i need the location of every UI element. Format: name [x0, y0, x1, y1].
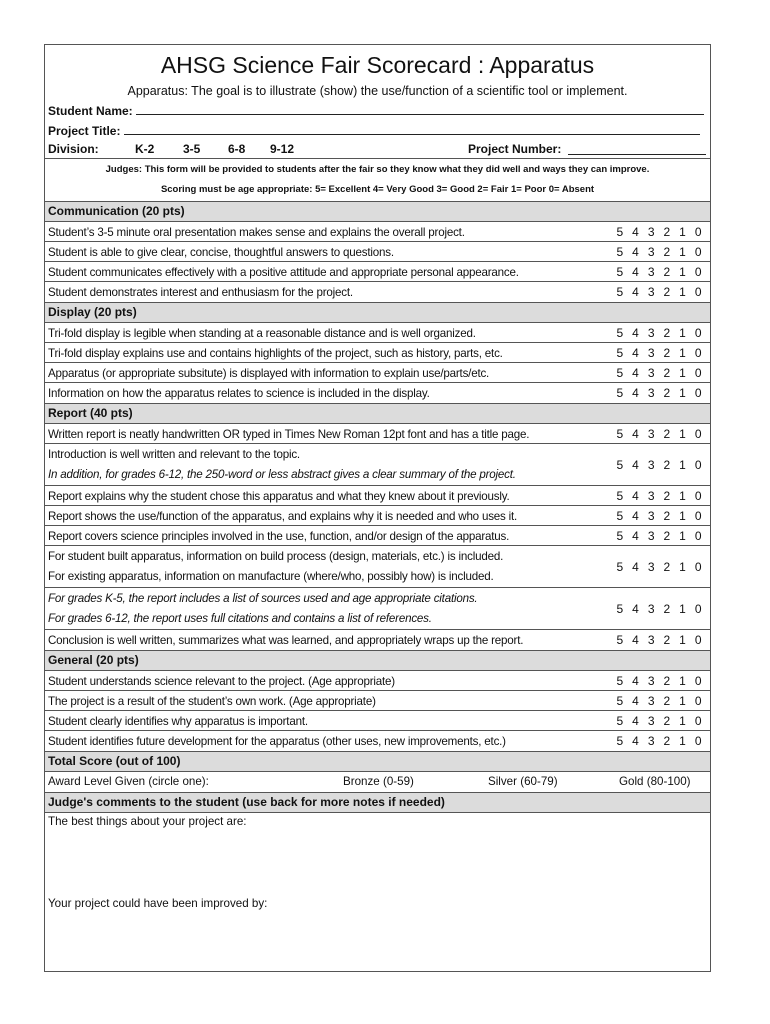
- project-number-line[interactable]: [568, 142, 706, 155]
- criterion-row: [45, 505, 710, 525]
- score-options[interactable]: 5 4 3 2 1 0: [616, 224, 702, 239]
- division-3-5[interactable]: 3-5: [183, 142, 201, 156]
- criterion-text: Report explains why the student chose this apparatus and what they knew about it previously.: [48, 490, 510, 503]
- score-options[interactable]: 5 4 3 2 1 0: [616, 673, 702, 688]
- criterion-text: Student understands science relevant to the project. (Age appropriate): [48, 675, 395, 688]
- criterion-text: Apparatus (or appropriate subsitute) is displayed with information to explain use/parts/etc.: [48, 367, 490, 380]
- score-options[interactable]: 5 4 3 2 1 0: [616, 426, 702, 441]
- award-silver[interactable]: Silver (60-79): [488, 775, 558, 788]
- score-options[interactable]: 5 4 3 2 1 0: [616, 693, 702, 708]
- score-options[interactable]: 5 4 3 2 1 0: [616, 244, 702, 259]
- criterion-text: Student identifies future development for the apparatus (other uses, new improvements, etc.): [48, 735, 506, 748]
- criterion-text: Introduction is well written and relevant to the topic. In addition, for grades 6-12, the 250-word or less abstract gives a clear summary of the project.: [48, 448, 516, 481]
- criterion-row: [45, 423, 710, 443]
- division-row: [48, 142, 708, 158]
- section-total: Total Score (out of 100): [45, 751, 710, 771]
- criterion-text: Report shows the use/function of the apparatus, and explains why it is needed and who uses it.: [48, 510, 518, 523]
- criterion-row: [45, 382, 710, 402]
- criterion-text: The project is a result of the student’s own work. (Age appropriate): [48, 695, 376, 708]
- division-k2[interactable]: K-2: [135, 142, 155, 156]
- project-title-field[interactable]: [48, 122, 708, 139]
- score-options[interactable]: 5 4 3 2 1 0: [616, 457, 702, 472]
- award-gold[interactable]: Gold (80-100): [619, 775, 691, 788]
- score-options[interactable]: 5 4 3 2 1 0: [616, 264, 702, 279]
- score-options[interactable]: 5 4 3 2 1 0: [616, 365, 702, 380]
- criterion-row: [45, 525, 710, 545]
- scoring-note: Scoring must be age appropriate: 5= Excellent 4= Very Good 3= Good 2= Fair 1= Poor 0= Absent: [160, 184, 595, 195]
- divider: [45, 158, 710, 159]
- criterion-row: [45, 670, 710, 690]
- student-name-line[interactable]: [136, 102, 704, 115]
- criterion-text: Student clearly identifies why apparatus is important.: [48, 715, 308, 728]
- division-9-12[interactable]: 9-12: [270, 142, 295, 156]
- criterion-text: Information on how the apparatus relates to science is included in the display.: [48, 387, 430, 400]
- criterion-row: [45, 443, 710, 485]
- page-subtitle: Apparatus: The goal is to illustrate (show) the use/function of a scientific tool or implement.: [127, 84, 628, 98]
- criterion-row: [45, 261, 710, 281]
- criterion-text: Conclusion is well written, summarizes what was learned, and appropriately wraps up the report.: [48, 634, 524, 647]
- criterion-row: [45, 485, 710, 505]
- criterion-row: [45, 281, 710, 301]
- award-bronze[interactable]: Bronze (0-59): [343, 775, 414, 788]
- score-options[interactable]: 5 4 3 2 1 0: [616, 284, 702, 299]
- section-display: Display (20 pts): [45, 302, 710, 322]
- division-6-8[interactable]: 6-8: [228, 142, 246, 156]
- criterion-text: Tri-fold display is legible when standing at a reasonable distance and is well organized.: [48, 327, 476, 340]
- score-options[interactable]: 5 4 3 2 1 0: [616, 508, 702, 523]
- criterion-row: [45, 322, 710, 342]
- criterion-row: [45, 241, 710, 261]
- criterion-text: Report covers science principles involved in the use, function, and/or design of the apparatus.: [48, 530, 510, 543]
- criterion-text: Student’s 3-5 minute oral presentation makes sense and explains the overall project.: [48, 226, 465, 239]
- score-options[interactable]: 5 4 3 2 1 0: [616, 345, 702, 360]
- score-options[interactable]: 5 4 3 2 1 0: [616, 325, 702, 340]
- criterion-row: [45, 710, 710, 730]
- criterion-text: For grades K-5, the report includes a list of sources used and age appropriate citations. For grades 6-12, the report uses full citations and contains a list of references.: [48, 592, 478, 625]
- criterion-text: Student is able to give clear, concise, thoughtful answers to questions.: [48, 246, 394, 259]
- score-options[interactable]: 5 4 3 2 1 0: [616, 488, 702, 503]
- criterion-row: [45, 587, 710, 629]
- student-name-label: Student Name:: [48, 104, 133, 118]
- student-name-field[interactable]: [48, 102, 708, 119]
- criterion-row: [45, 221, 710, 241]
- criterion-text: Written report is neatly handwritten OR typed in Times New Roman 12pt font and has a title page.: [48, 428, 530, 441]
- criterion-row: [45, 690, 710, 710]
- award-row: [45, 771, 710, 792]
- project-title-label: Project Title:: [48, 124, 121, 138]
- criterion-text: Tri-fold display explains use and contains highlights of the project, such as history, parts, etc.: [48, 347, 503, 360]
- criterion-row: [45, 342, 710, 362]
- criterion-text: Student demonstrates interest and enthusiasm for the project.: [48, 286, 353, 299]
- criterion-row: [45, 629, 710, 649]
- score-options[interactable]: 5 4 3 2 1 0: [616, 385, 702, 400]
- criterion-text: For student built apparatus, information on build process (design, materials, etc.) is included. For existing apparatus, information on manufacture (where/who, possibly how) is included.: [48, 550, 504, 583]
- score-options[interactable]: 5 4 3 2 1 0: [616, 601, 702, 616]
- criterion-row: [45, 730, 710, 750]
- score-options[interactable]: 5 4 3 2 1 0: [616, 528, 702, 543]
- section-general: General (20 pts): [45, 650, 710, 670]
- project-number-label: Project Number:: [468, 142, 562, 156]
- criterion-row: [45, 545, 710, 587]
- page-title: AHSG Science Fair Scorecard : Apparatus: [160, 52, 595, 78]
- award-label: Award Level Given (circle one):: [48, 775, 209, 788]
- criterion-row: [45, 362, 710, 382]
- division-label: Division:: [48, 142, 99, 156]
- judges-note: Judges: This form will be provided to students after the fair so they know what they did well and ways they can improve.: [105, 164, 650, 175]
- section-comments: Judge's comments to the student (use back for more notes if needed): [45, 792, 710, 812]
- best-things-label: The best things about your project are:: [48, 815, 247, 828]
- score-options[interactable]: 5 4 3 2 1 0: [616, 632, 702, 647]
- scorecard-sheet: [44, 44, 711, 972]
- section-communication: Communication (20 pts): [45, 201, 710, 221]
- score-options[interactable]: 5 4 3 2 1 0: [616, 733, 702, 748]
- improved-by-label: Your project could have been improved by:: [48, 897, 268, 910]
- criterion-text: Student communicates effectively with a positive attitude and appropriate personal appearance.: [48, 266, 519, 279]
- score-options[interactable]: 5 4 3 2 1 0: [616, 559, 702, 574]
- section-report: Report (40 pts): [45, 403, 710, 423]
- project-title-line[interactable]: [124, 122, 700, 135]
- score-options[interactable]: 5 4 3 2 1 0: [616, 713, 702, 728]
